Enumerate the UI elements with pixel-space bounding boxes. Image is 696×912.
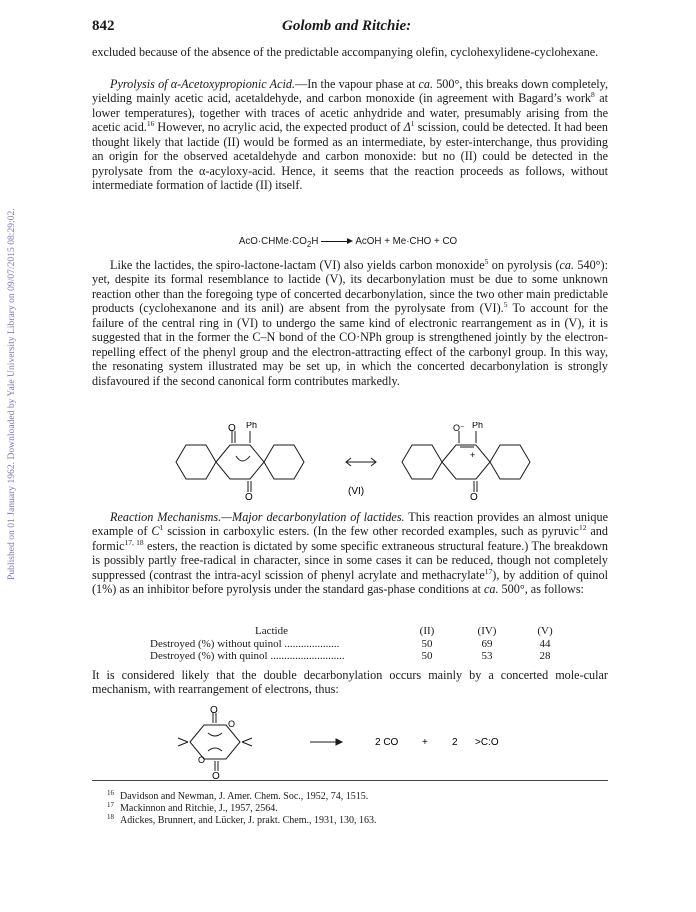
svg-text:O: O bbox=[228, 423, 236, 434]
plus-sign: + bbox=[422, 737, 428, 748]
reaction-arrow bbox=[321, 238, 353, 245]
central-ring bbox=[442, 445, 490, 479]
svg-text:O: O bbox=[228, 719, 236, 729]
table-header-row bbox=[150, 625, 570, 638]
column-header: Lactide bbox=[255, 625, 288, 637]
oxide-label: O⁻ bbox=[453, 423, 465, 433]
resonance-structure-vi bbox=[170, 422, 550, 500]
table-cell: 50 bbox=[421, 637, 433, 650]
svg-text:O: O bbox=[212, 771, 220, 780]
table-row bbox=[150, 638, 570, 651]
footnote: 17 Mackinnon and Ritchie, J., 1957, 2564. bbox=[107, 800, 278, 814]
svg-text:O: O bbox=[198, 755, 206, 765]
phenyl-label: Ph bbox=[246, 422, 258, 430]
page-header bbox=[92, 18, 612, 40]
footnote: 18 Adickes, Brunnert, and Lücker, J. prakt. Chem., 1931, 130, 163. bbox=[107, 812, 377, 826]
footnote-divider bbox=[92, 780, 608, 781]
table-row bbox=[150, 650, 570, 663]
running-head: Golomb and Ritchie: bbox=[282, 18, 412, 34]
lactide-ring bbox=[190, 725, 240, 759]
section-heading-mechanisms: Reaction Mechanisms. bbox=[110, 510, 222, 524]
svg-text:O: O bbox=[470, 492, 478, 500]
ref-16: 16 bbox=[146, 119, 155, 129]
paragraph-continuation: excluded because of the absence of the predictable accompanying olefin, cyclohexylidene-cyclohexane. bbox=[92, 45, 599, 59]
paragraph-reaction-mechanisms: Reaction Mechanisms.—Major decarbonylation of lactides. This reaction provides an almost unique example of $C^1$ scission in carboxylic esters. (In the few other recorded examples, such as pyruvic$^{12}$ and formic$^{17, 18}$ esters, the reaction is dictated by some specific extraneous structural feature.) The breakdown is possibly partly free-radical in character, since in some cases it can be reduced, though not completely suppressed (contrast the intra-acyl scission of phenyl acrylate and methacrylate$^{17}$), by addition of quinol (1%) as an inhibitor before pyrolysis under the standard gas-phase conditions at ca. 500°, as follows: bbox=[92, 510, 608, 597]
column-header: (V) bbox=[537, 625, 553, 637]
table-cell: 44 bbox=[539, 637, 551, 650]
reaction-equation-1: $AcO\cdot CHMe\cdot CO_2H$ AcOH + Me·CHO + CO bbox=[238, 236, 458, 249]
column-header: (II) bbox=[419, 625, 435, 637]
concerted-decarbonylation-scheme bbox=[170, 705, 550, 780]
cyclohexane-ring bbox=[264, 445, 304, 479]
coefficient: 2 bbox=[452, 737, 458, 748]
cyclohexane-ring bbox=[402, 445, 442, 479]
paragraph-spiro-lactone: Like the lactides, the spiro-lactone-lactam (VI) also yields carbon monoxide$^5$ on pyrolysis (ca. 540°): yet, despite its formal resemblance to lactide (V), its decarbonylation must be due to some unknown reaction other than the foregoing type of concerted decarbonylation, since the two other main predictable products (cyclohexanone and its anil) are absent from the pyrolysate from (VI).$^5$ To account for the failure of the central ring in (VI) to undergo the same kind of electronic rearrangement as in (V), it is suggested that in the former the C–N bond of the CO·NPh group is strengthened jointly by the electron-repelling effect of the phenyl group and the electron-attracting effect of the carbonyl group. In this way, the resonating system illustrated may be set up, in which the concerted decarbonylation is strongly disfavoured if the second canonical form contributes markedly. bbox=[92, 256, 609, 388]
page-number: 842 bbox=[92, 18, 115, 34]
compound-label: (VI) bbox=[348, 486, 365, 497]
section-heading-pyrolysis: Pyrolysis of α-Acetoxypropionic Acid. bbox=[110, 77, 296, 91]
paragraph-concerted-mechanism: It is considered likely that the double decarbonylation occurs mainly by a concerted mole-cular mechanism, with rearrangement of electrons, thus: bbox=[92, 668, 608, 697]
svg-text:O: O bbox=[245, 492, 253, 500]
download-watermark bbox=[6, 110, 18, 580]
phenyl-label: Ph bbox=[472, 422, 484, 430]
table-cell: 28 bbox=[539, 650, 551, 662]
cyclohexane-ring bbox=[176, 445, 216, 479]
charge-label: + bbox=[470, 450, 476, 460]
svg-text:O: O bbox=[210, 705, 218, 716]
product-co: 2 CO bbox=[375, 737, 399, 748]
ref-8: 8 bbox=[591, 90, 595, 100]
central-ring bbox=[216, 445, 264, 479]
table-cell: 53 bbox=[481, 650, 493, 662]
quinol-inhibition-table bbox=[150, 625, 570, 663]
product-ketone: >C:O bbox=[475, 737, 499, 748]
table-cell: 69 bbox=[481, 637, 493, 650]
paragraph-pyrolysis: Pyrolysis of α-Acetoxypropionic Acid.—In the vapour phase at ca. 500°, this breaks down completely, yielding mainly acetic acid, acetaldehyde, and carbon monoxide (in agreement with Bagard’s work$^8$ at lower temperatures), together with traces of acetic anhydride and water, presumably arising from the acetic acid.$^{16}$ However, no acrylic acid, the expected product of $\Delta^1$ scission, could be detected. It had been thought likely that lactide (II) would be formed as an intermediate, by ester-interchange, thus providing an origin for the observed acetaldehyde and carbon monoxide: but no (II) could be detected in the pyrolysate from the α-acyloxy-acid. Hence, it seems that the reaction proceeds as follows, without intermediate formation of lactide (II) itself. bbox=[92, 77, 608, 193]
table-cell: 50 bbox=[421, 650, 433, 662]
row-label: Destroyed (%) without quinol .................... bbox=[150, 637, 340, 650]
column-header: (IV) bbox=[477, 625, 497, 637]
row-label: Destroyed (%) with quinol ........................... bbox=[150, 650, 345, 662]
cyclohexane-ring bbox=[490, 445, 530, 479]
footnote: 16 Davidson and Newman, J. Amer. Chem. Soc., 1952, 74, 1515. bbox=[107, 788, 369, 802]
download-watermark-text: Published on 01 January 1962. Downloaded by Yale University Library on 09/07/2015 08:29:02. bbox=[6, 208, 17, 580]
